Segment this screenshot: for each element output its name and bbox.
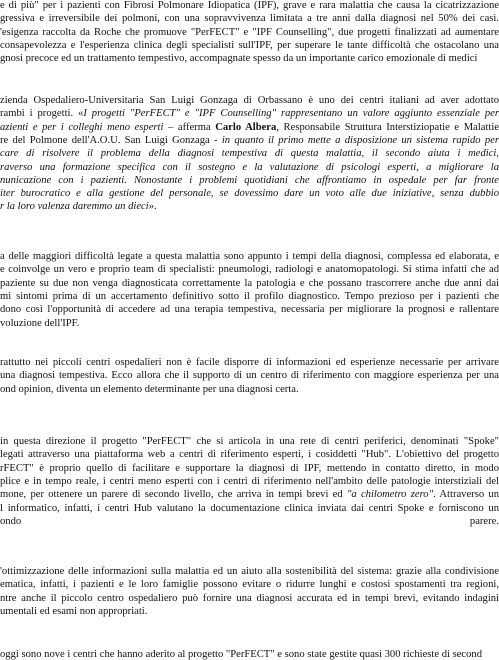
- text-run: , Responsabile Struttura Interstiziopatie e Malattie: [276, 121, 499, 133]
- text-line: [0, 448, 499, 461]
- text-run: zienda Ospedaliero-Universitaria San Luigi Gonzaga di Orbassano è uno dei centri italiani ad aver adottato: [0, 95, 499, 106]
- text-line: [0, 502, 499, 515]
- text-line: [0, 277, 499, 290]
- text-line: [0, 134, 499, 147]
- text-line: [0, 475, 499, 488]
- text-line: [0, 383, 499, 396]
- text-run: 'ottimizzazione delle informazioni sulla malattia ed un aiuto alla sostenibilità del sistema: grazie alla condivisione: [0, 566, 499, 577]
- text-run: parere.: [469, 515, 499, 527]
- text-run: gressiva e irreversibile dei polmoni, con una sopravvivenza limitata a tre anni dalla diagnosi nel 50% dei casi.: [0, 13, 499, 25]
- text-run: dono così l'opportunità di accedere ad una terapia tempestiva, necessaria per migliorare la prognosi e rallentare: [0, 304, 499, 316]
- text-line: [0, 174, 499, 187]
- text-run: plice e in tempo reale, i centri meno esperti con i centri di riferimento nell'ambito delle patologie interstiziali del: [0, 475, 499, 487]
- text-line: [0, 94, 499, 107]
- text-run: legati attraverso una piattaforma web a centri di riferimento esperti, i cosiddetti "Hub". L'obiettivo del progetto: [0, 449, 499, 461]
- text-line: [0, 26, 499, 39]
- text-run: re del Polmone dell'A.O.U. San Luigi Gonzaga -: [0, 134, 222, 146]
- text-line: [0, 0, 499, 12]
- text-line: [0, 565, 499, 578]
- text-run: una diagnosi tempestiva. Ecco allora che il supporto di un centro di riferimento con maggiore esperienza per una: [0, 370, 499, 382]
- text-run: ematica, infatti, i pazienti e le loro famiglie possono evitare o ridurre lunghi e costosi spostamenti tra regioni,: [0, 579, 499, 591]
- text-run: l informatico, infatti, i centri Hub valutano la documentazione clinica inviata dai centri Spoke e forniscono un: [0, 502, 499, 514]
- italic-quote: I progetti "PerFECT" e "IPF Counselling" rappresentano un valore aggiunto essenziale per: [83, 108, 499, 120]
- text-run: consapevolezza e l'esperienza clinica degli specialisti sull'IPF, per superare le tante difficoltà che ostacolano una: [0, 39, 499, 51]
- text-run: 'esigenza raccolta da Roche che promuove "PerFECT" e "IPF Counselling", due progetti finalizzati ad aumentare: [0, 26, 499, 38]
- italic-quote: iter burocratico e alla gestione del personale, se dovessimo dare un voto alle due iniziative, senza dubbio: [0, 188, 499, 200]
- text-line: [0, 187, 499, 200]
- text-line: [0, 200, 499, 213]
- text-line: [0, 263, 499, 276]
- text-run: ondo: [0, 515, 22, 527]
- text-run: rattutto nei piccoli centri ospedalieri non è facile disporre di informazioni ed esperienze necessarie per arrivare: [0, 357, 499, 368]
- text-run: umentali ed esami non appropriati.: [0, 605, 148, 617]
- italic-quote: "a chilometro zero": [346, 489, 434, 501]
- italic-quote: r la loro valenza daremmo un dieci: [0, 201, 149, 213]
- text-line: [0, 592, 499, 605]
- italic-quote: azienti e per i colleghi meno esperti: [0, 121, 164, 133]
- text-run: gnosi precoce ed un trattamento tempestivo, accompagnate spesso da un importante carico emozionale di medici: [0, 53, 478, 65]
- text-run: – afferma: [163, 121, 216, 133]
- text-run: mi sintomi prima di un accertamento definitivo sotto il profilo diagnostico. Tempo prezioso per i pazienti che: [0, 290, 499, 302]
- text-line: [0, 52, 499, 65]
- italic-quote: in quanto il primo mette a disposizione un sistema rapido per: [221, 134, 499, 146]
- text-run: a delle maggiori difficoltà legate a questa malattia sono appunto i tempi della diagnosi, complessa ed elaborata, e: [0, 251, 499, 262]
- text-line: [0, 147, 499, 160]
- text-run: ond opinion, diventa un elemento determinante per una diagnosi certa.: [0, 383, 299, 395]
- text-line: [0, 488, 499, 501]
- text-run: . Attraverso un: [433, 489, 499, 501]
- text-line: [0, 121, 499, 134]
- text-line: [0, 317, 499, 330]
- text-run: rambi i progetti. «: [0, 108, 84, 120]
- text-line: [0, 161, 499, 174]
- text-line: [0, 303, 499, 316]
- text-line: [0, 605, 499, 618]
- text-run: rFECT" è proprio quello di facilitare e supportare la diagnosi di IPF, mettendo in contatto diretto, in modo: [0, 462, 499, 474]
- text-run: voluzione dell'IPF.: [0, 317, 80, 329]
- text-line: [0, 39, 499, 52]
- text-run: e coinvolge un vero e proprio team di specialisti: pneumologi, radiologi e anatomopatologi. Si stima infatti che ad: [0, 264, 499, 276]
- text-line: [0, 369, 499, 382]
- text-run: paziente su due non venga diagnosticata correttamente la patologia e che possano trascorrere anche due anni dai: [0, 277, 499, 289]
- text-line: [0, 107, 499, 120]
- text-line: [0, 648, 499, 660]
- text-line: [0, 290, 499, 303]
- text-line: [0, 462, 499, 475]
- text-run: e di più" per i pazienti con Fibrosi Polmonare Idiopatica (IPF), grave e rara malattia che causa la cicatrizzazione: [0, 0, 499, 11]
- text-run: oggi sono nove i centri che hanno aderito al progetto "PerFECT" e sono state gestite quasi 300 richieste di second: [0, 649, 483, 660]
- italic-quote: nunicazione con i pazienti. Nonostante i problemi quotidiani che affrontiamo in ospedale per far fronte: [0, 174, 499, 186]
- text-line: [0, 435, 499, 448]
- text-line: [0, 250, 499, 263]
- text-run: ».: [148, 201, 157, 213]
- italic-quote: care di risolvere il problema della diagnosi tempestiva di questa malattia, il secondo aiuta i medici,: [0, 148, 499, 160]
- text-line: [0, 12, 499, 25]
- text-line: [0, 578, 499, 591]
- text-run: in questa direzione il progetto "PerFECT" che si articola in una rete di centri periferici, denominati "Spoke": [0, 436, 499, 447]
- bold-name: Carlo Albera: [215, 121, 277, 133]
- text-run: mone, per ottenere un parere di secondo livello, che arriva in tempi brevi ed: [0, 489, 347, 501]
- text-line: [0, 356, 499, 369]
- text-line: [0, 515, 499, 528]
- text-run: ntre anche il piccolo centro ospedaliero può fornire una diagnosi accurata ed in tempi brevi, evitando indagini: [0, 592, 499, 604]
- italic-quote: raverso una formazione specifica con il sostegno e la valutazione di psicologi esperti, a migliorare la: [0, 161, 499, 173]
